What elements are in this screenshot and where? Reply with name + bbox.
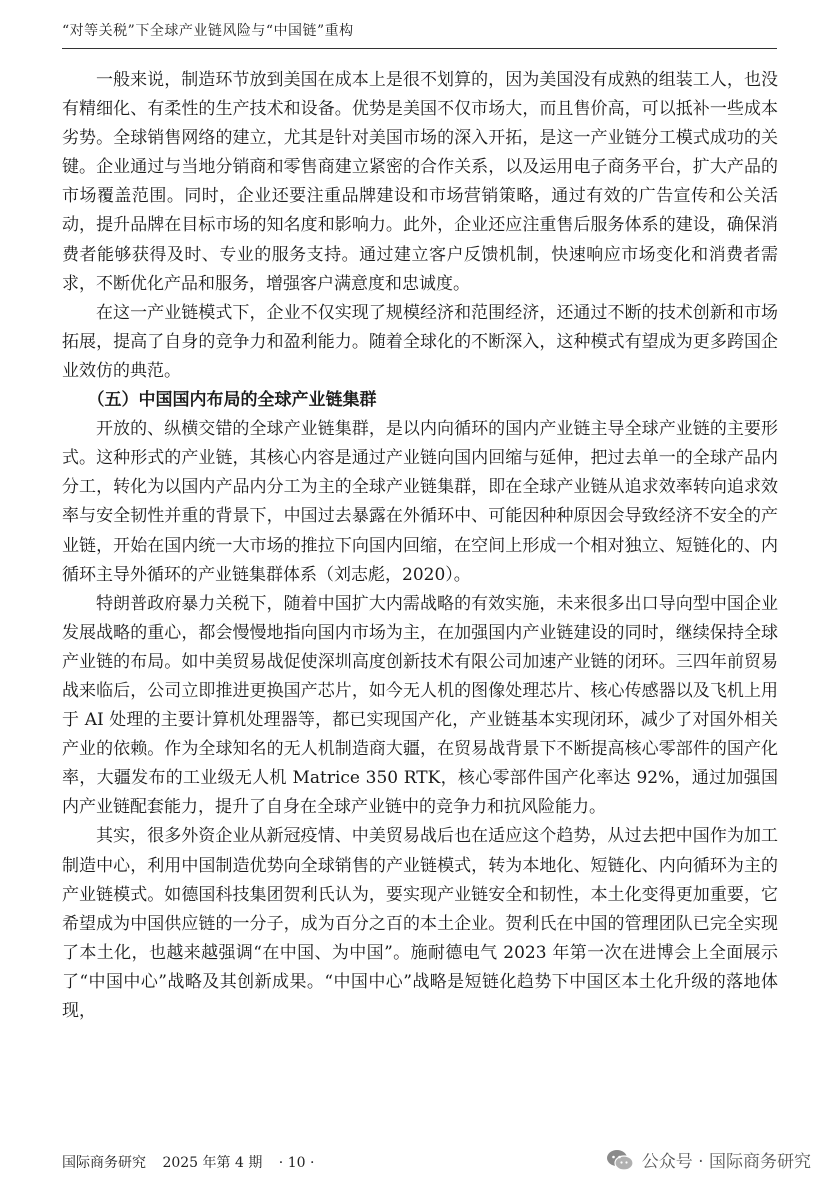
header-rule (62, 48, 777, 49)
paragraph: 在这一产业链模式下，企业不仅实现了规模经济和范围经济，还通过不断的技术创新和市场拓展，提高了自身的竞争力和盈利能力。随着全球化的不断深入，这种模式有望成为更多跨国企业效仿的典范。 (62, 302, 778, 381)
paragraph: 一般来说，制造环节放到美国在成本上是很不划算的，因为美国没有成熟的组装工人，也没有精细化、有柔性的生产技术和设备。优势是美国不仅市场大，而且售价高，可以抵补一些成本劣势。全球销售网络的建立，尤其是针对美国市场的深入开拓，是这一产业链分工模式成功的关键。企业通过与当地分销商和零售商建立紧密的合作关系，以及运用电子商务平台，扩大产品的市场覆盖范围。同时，企业还要注重品牌建设和市场营销策略，通过有效的广告宣传和公关活动，提升品牌在目标市场的知名度和影响力。此外，企业还应注重售后服务体系的建设，确保消费者能够获得及时、专业的服务支持。通过建立客户反馈机制，快速响应市场变化和消费者需求，不断优化产品和服务，增强客户满意度和忠诚度。 (62, 70, 778, 294)
footer-issue: 2025 年第 4 期 (162, 1155, 263, 1171)
running-header: “对等关税”下全球产业链风险与“中国链”重构 (62, 23, 354, 39)
section-heading: （五）中国国内布局的全球产业链集群 (87, 390, 377, 411)
wechat-icon (606, 1149, 634, 1171)
paragraph: 其实，很多外资企业从新冠疫情、中美贸易战后也在适应这个趋势，从过去把中国作为加工制造中心，利用中国制造优势向全球销售的产业链模式，转为本地化、短链化、内向循环为主的产业链模式。如德国科技集团贺利氏认为，要实现产业链安全和韧性，本土化变得更加重要，它希望成为中国供应链的一分子，成为百分之百的本土企业。贺利氏在中国的管理团队已完全实现了本土化，也越来越强调“在中国、为中国”。施耐德电气 2023 年第一次在进博会上全面展示了“中国中心”战略及其创新成果。“中国中心”战略是短链化趋势下中国区本土化升级的落地体现， (62, 826, 778, 1021)
page-footer (62, 1152, 326, 1172)
article-body (62, 66, 778, 1026)
paragraph: 开放的、纵横交错的全球产业链集群，是以内向循环的国内产业链主导全球产业链的主要形式。这种形式的产业链，其核心内容是通过产业链向国内回缩与延伸，把过去单一的全球产品内分工，转化为以国内产品内分工为主的全球产业链集群，即在全球产业链从追求效率转向追求效率与安全韧性并重的背景下，中国过去暴露在外循环中、可能因种种原因会导致经济不安全的产业链，开始在国内统一大市场的推拉下向国内回缩，在空间上形成一个相对独立、短链化的、内循环主导外循环的产业链集群体系（刘志彪，2020）。 (62, 419, 778, 585)
paragraph: 特朗普政府暴力关税下，随着中国扩大内需战略的有效实施，未来很多出口导向型中国企业发展战略的重心，都会慢慢地指向国内市场为主，在加强国内产业链建设的同时，继续保持全球产业链的布局。如中美贸易战促使深圳高度创新技术有限公司加速产业链的闭环。三四年前贸易战来临后，公司立即推进更换国产芯片，如今无人机的图像处理芯片、核心传感器以及飞机上用于 AI 处理的主要计算机处理器等，都已实现国产化，产业链基本实现闭环，减少了对国外相关产业的依赖。作为全球知名的无人机制造商大疆，在贸易战背景下不断提高核心零部件的国产化率，大疆发布的工业级无人机 Matrice 350 RTK，核心零部件国产化率达 92%，通过加强国内产业链配套能力，提升了自身在全球产业链中的竞争力和抗风险能力。 (62, 593, 778, 818)
footer-journal: 国际商务研究 (62, 1155, 146, 1171)
watermark (606, 1147, 811, 1172)
watermark-text: 公众号 · 国际商务研究 (641, 1152, 811, 1172)
footer-page-number: · 10 · (278, 1155, 315, 1171)
